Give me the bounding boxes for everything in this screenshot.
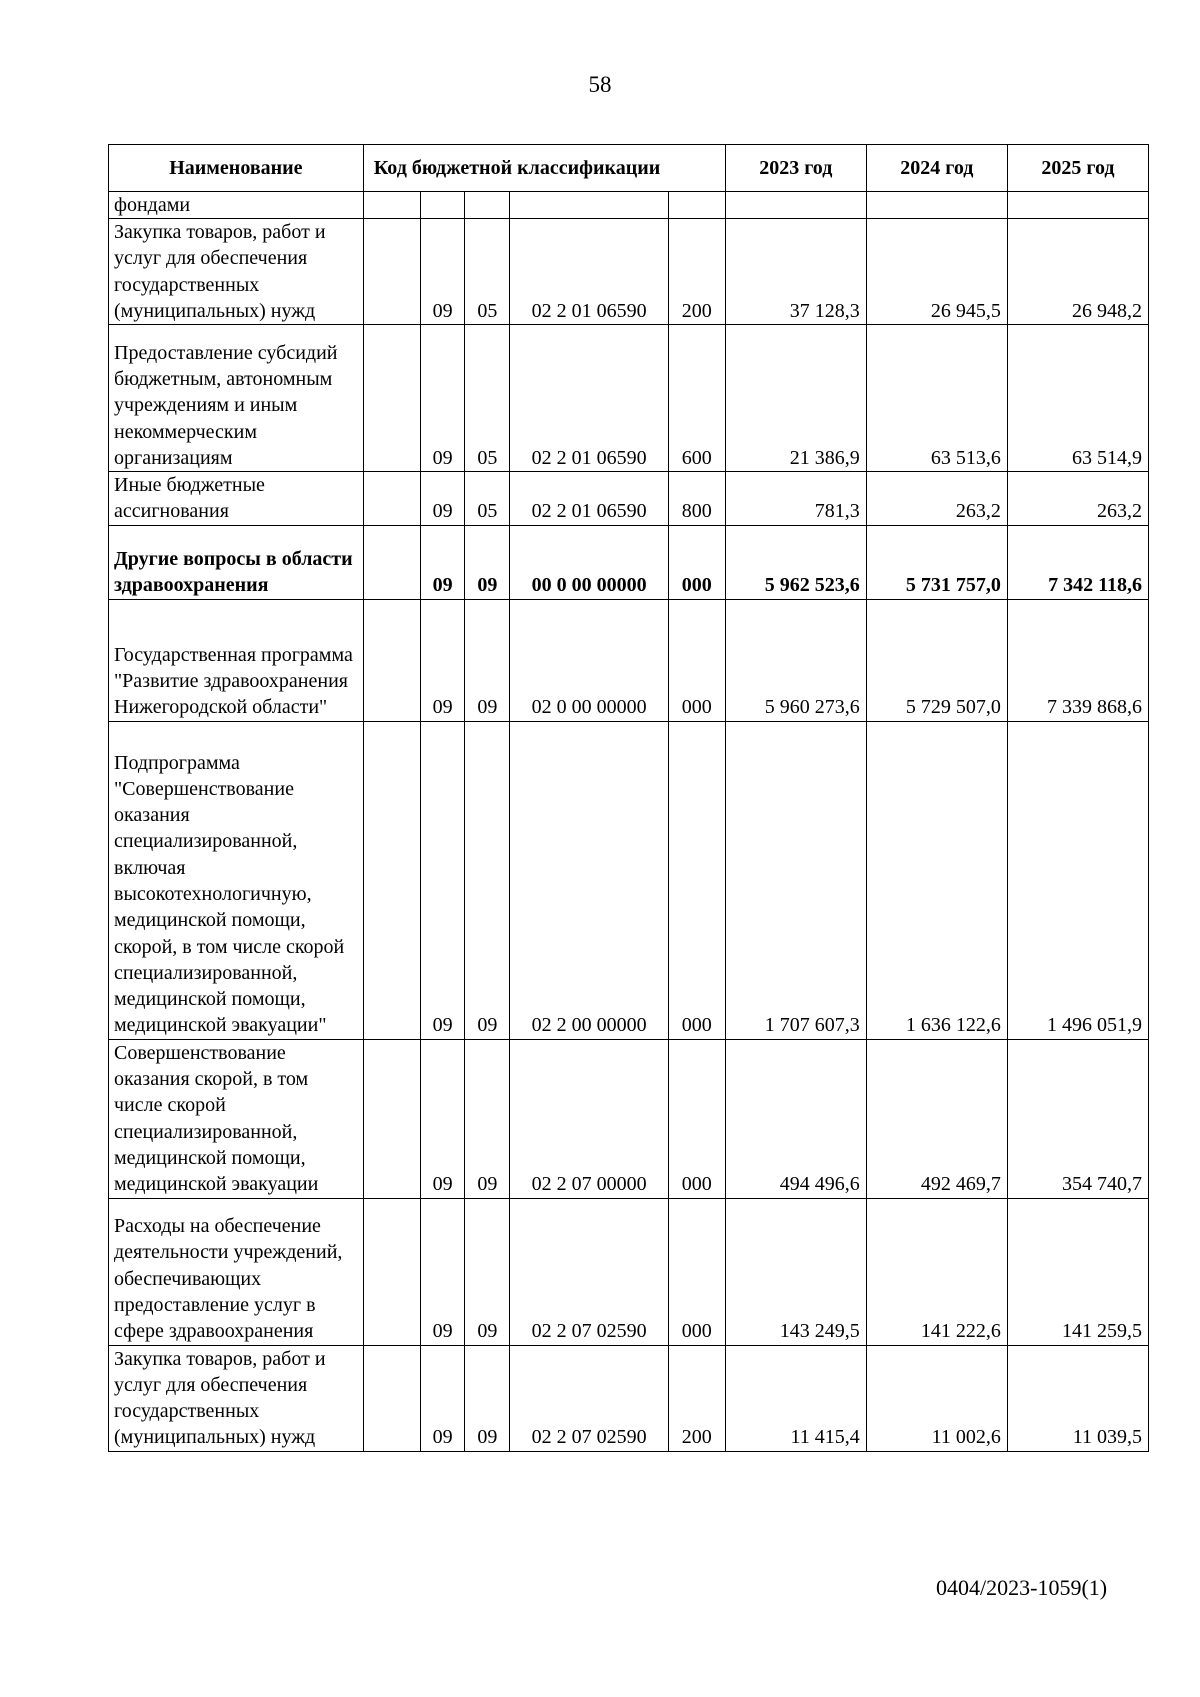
table-row [109,1198,1149,1345]
target-article-code: 00 0 00 00000 [510,525,669,599]
header-2024: 2024 год [866,145,1007,192]
row-name: Предоставление субсидий бюджетным, автономным учреждениям и иным некоммерческим организациям [109,325,364,472]
blank-cell [363,1198,420,1345]
subsection-code: 09 [465,721,510,1039]
section-code: 09 [420,472,465,526]
value-2025: 354 740,7 [1007,1039,1148,1198]
subsection-code: 09 [465,525,510,599]
table-row [109,1039,1149,1198]
subsection-code: 05 [465,472,510,526]
subsection-code: 09 [465,1345,510,1451]
section-code: 09 [420,1345,465,1451]
value-2023: 1 707 607,3 [725,721,866,1039]
value-2025: 63 514,9 [1007,325,1148,472]
blank-cell [363,219,420,325]
blank-cell [363,721,420,1039]
value-2023: 11 415,4 [725,1345,866,1451]
expense-type-code: 200 [668,1345,725,1451]
value-2025: 263,2 [1007,472,1148,526]
expense-type-code: 600 [668,325,725,472]
expense-type-code: 000 [668,599,725,721]
value-2025: 141 259,5 [1007,1198,1148,1345]
continuation-row [109,192,1149,219]
section-code: 09 [420,325,465,472]
section-code: 09 [420,1198,465,1345]
section-code: 09 [420,721,465,1039]
value-2024: 63 513,6 [866,325,1007,472]
row-name: Расходы на обеспечение деятельности учреждений, обеспечивающих предоставление услуг в сфере здравоохранения [109,1198,364,1345]
value-2024: 5 729 507,0 [866,599,1007,721]
blank-cell [363,325,420,472]
document-id: 0404/2023-1059(1) [936,1575,1108,1600]
blank-cell [363,472,420,526]
row-name: Другие вопросы в области здравоохранения [109,525,364,599]
expense-type-code: 000 [668,1039,725,1198]
header-2025: 2025 год [1007,145,1148,192]
page-number: 58 [588,72,612,97]
subsection-code: 09 [465,1198,510,1345]
target-article-code: 02 2 07 02590 [510,1345,669,1451]
table-row [109,525,1149,599]
target-article-code: 02 2 07 00000 [510,1039,669,1198]
value-2023: 494 496,6 [725,1039,866,1198]
value-2024: 141 222,6 [866,1198,1007,1345]
value-2023: 21 386,9 [725,325,866,472]
header-name: Наименование [109,145,364,192]
budget-table [108,144,1149,1452]
target-article-code: 02 2 01 06590 [510,219,669,325]
value-2024: 11 002,6 [866,1345,1007,1451]
value-2025: 1 496 051,9 [1007,721,1148,1039]
value-2024: 263,2 [866,472,1007,526]
expense-type-code: 000 [668,1198,725,1345]
row-name: Иные бюджетные ассигнования [109,472,364,526]
section-code: 09 [420,599,465,721]
table-row [109,472,1149,526]
value-2024: 492 469,7 [866,1039,1007,1198]
value-2023: 143 249,5 [725,1198,866,1345]
value-2025: 26 948,2 [1007,219,1148,325]
blank-cell [363,1039,420,1198]
table-row [109,1345,1149,1451]
continuation-text: фондами [109,192,364,219]
value-2025: 7 339 868,6 [1007,599,1148,721]
row-name: Закупка товаров, работ и услуг для обеспечения государственных (муниципальных) нужд [109,219,364,325]
blank-cell [363,599,420,721]
section-code: 09 [420,219,465,325]
value-2023: 37 128,3 [725,219,866,325]
expense-type-code: 000 [668,525,725,599]
expense-type-code: 000 [668,721,725,1039]
subsection-code: 05 [465,325,510,472]
table-row [109,599,1149,721]
row-name: Подпрограмма "Совершенствование оказания специализированной, включая высокотехнологичную, медицинской помощи, скорой, в том числе скорой специализированной, медицинской помощи, медицинской эвакуации" [109,721,364,1039]
value-2024: 1 636 122,6 [866,721,1007,1039]
header-2023: 2023 год [725,145,866,192]
subsection-code: 09 [465,1039,510,1198]
table-row [109,219,1149,325]
row-name: Государственная программа "Развитие здравоохранения Нижегородской области" [109,599,364,721]
value-2025: 7 342 118,6 [1007,525,1148,599]
row-name: Совершенствование оказания скорой, в том числе скорой специализированной, медицинской помощи, медицинской эвакуации [109,1039,364,1198]
expense-type-code: 200 [668,219,725,325]
header-row [109,145,1149,192]
subsection-code: 09 [465,599,510,721]
value-2025: 11 039,5 [1007,1345,1148,1451]
value-2023: 5 962 523,6 [725,525,866,599]
blank-cell [363,1345,420,1451]
target-article-code: 02 2 01 06590 [510,472,669,526]
value-2024: 5 731 757,0 [866,525,1007,599]
target-article-code: 02 2 07 02590 [510,1198,669,1345]
blank-cell [363,525,420,599]
row-name: Закупка товаров, работ и услуг для обеспечения государственных (муниципальных) нужд [109,1345,364,1451]
value-2023: 5 960 273,6 [725,599,866,721]
header-code: Код бюджетной классификации [363,145,725,192]
section-code: 09 [420,1039,465,1198]
target-article-code: 02 2 01 06590 [510,325,669,472]
target-article-code: 02 2 00 00000 [510,721,669,1039]
subsection-code: 05 [465,219,510,325]
value-2024: 26 945,5 [866,219,1007,325]
table-row [109,325,1149,472]
value-2023: 781,3 [725,472,866,526]
target-article-code: 02 0 00 00000 [510,599,669,721]
table-row [109,721,1149,1039]
section-code: 09 [420,525,465,599]
expense-type-code: 800 [668,472,725,526]
